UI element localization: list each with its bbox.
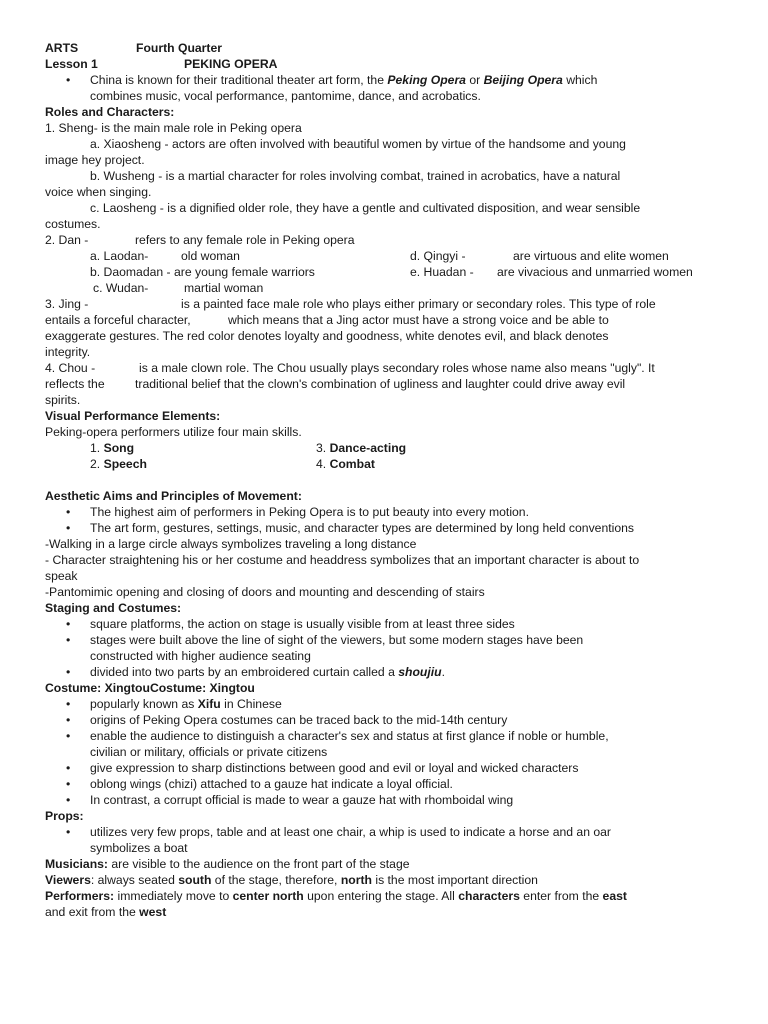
dan-row-1 <box>90 248 722 264</box>
viewers-label: Viewers <box>45 873 91 887</box>
viewers-south: south <box>178 873 212 887</box>
staging-bullet-1: square platforms, the action on stage is usually visible from at least three sides <box>90 617 515 631</box>
dan-label: 2. Dan - <box>45 233 89 247</box>
xiaosheng-line-cont: image hey project. <box>45 153 145 167</box>
bullet-marker: • <box>66 617 71 631</box>
skill-song: Song <box>103 441 135 455</box>
viewers-text: : always seated <box>90 873 179 887</box>
roles-heading: Roles and Characters: <box>45 105 175 119</box>
dan-line <box>45 232 722 248</box>
performers-west: west <box>139 905 167 919</box>
intro-text: which <box>562 73 598 87</box>
staging-bullet-2: stages were built above the line of sight of the viewers, but some modern stages have been <box>90 633 584 647</box>
wudan-desc: martial woman <box>184 281 264 295</box>
intro-text: or <box>465 73 484 87</box>
costume-heading: Costume: XingtouCostume: Xingtou <box>45 681 255 695</box>
aesthetic-bullet-2: The art form, gestures, settings, music, and character types are determined by long held conventions <box>90 521 634 535</box>
chou-line-3: spirits. <box>45 393 81 407</box>
skill-speech: Speech <box>103 457 147 471</box>
lesson-label: Lesson 1 <box>45 57 98 71</box>
chou-text: traditional belief that the clown's combination of ugliness and laughter could drive away evil <box>135 377 626 391</box>
header-line-2 <box>45 56 722 72</box>
skill-number: 1. <box>90 441 104 455</box>
costume-bullet-6: In contrast, a corrupt official is made to wear a gauze hat with rhomboidal wing <box>90 793 514 807</box>
props-heading: Props: <box>45 809 84 823</box>
costume-bullet-4: give expression to sharp distinctions between good and evil or loyal and wicked characters <box>90 761 579 775</box>
performers-text: enter from the <box>519 889 603 903</box>
performers-text: immediately move to <box>114 889 233 903</box>
musicians-text: are visible to the audience on the front part of the stage <box>108 857 410 871</box>
chou-text: reflects the <box>45 377 105 391</box>
costume-bullet-3: enable the audience to distinguish a character's sex and status at first glance if noble or humble, <box>90 729 609 743</box>
jing-text: which means that a Jing actor must have a strong voice and be able to <box>228 313 609 327</box>
viewers-line <box>45 872 722 888</box>
huadan-label: e. Huadan - <box>410 265 474 279</box>
qingyi-label: d. Qingyi - <box>410 249 466 263</box>
performers-characters: characters <box>458 889 520 903</box>
intro-line-2: combines music, vocal performance, pantomime, dance, and acrobatics. <box>90 89 481 103</box>
bullet-marker: • <box>66 729 71 743</box>
visual-heading: Visual Performance Elements: <box>45 409 221 423</box>
staging-text: divided into two parts by an embroidered curtain called a <box>90 665 399 679</box>
costume-bullet-3-cont: civilian or military, officials or private citizens <box>90 745 328 759</box>
laodan-label: a. Laodan- <box>90 249 149 263</box>
sheng-line: 1. Sheng- is the main male role in Peking opera <box>45 121 302 135</box>
wudan-label: c. Wudan- <box>93 281 149 295</box>
performers-text: upon entering the stage. All <box>303 889 459 903</box>
skill-number: 3. <box>316 441 330 455</box>
skill-number: 2. <box>90 457 104 471</box>
aesthetic-dash-1: -Walking in a large circle always symbolizes traveling a long distance <box>45 537 417 551</box>
aesthetic-dash-2: - Character straightening his or her costume and headdress symbolizes that an important character is about to <box>45 553 640 567</box>
performers-east: east <box>602 889 627 903</box>
xiaosheng-line: a. Xiaosheng - actors are often involved with beautiful women by virtue of the handsome and young <box>90 137 626 151</box>
aesthetic-heading: Aesthetic Aims and Principles of Movement: <box>45 489 302 503</box>
laodan-desc: old woman <box>181 249 240 263</box>
bullet-marker: • <box>66 777 71 791</box>
chou-line-2 <box>45 376 722 392</box>
xifu-term: Xifu <box>197 697 221 711</box>
jing-line-2 <box>45 312 722 328</box>
jing-line-3: exaggerate gestures. The red color denotes loyalty and goodness, white denotes evil, and black denotes <box>45 329 609 343</box>
performers-center-north: center north <box>232 889 304 903</box>
performers-text: and exit from the <box>45 905 140 919</box>
performers-line-cont <box>45 904 722 920</box>
qingyi-desc: are virtuous and elite women <box>513 249 669 263</box>
skills-row-2 <box>90 456 722 472</box>
huadan-desc: are vivacious and unmarried women <box>497 265 693 279</box>
costume-text: in Chinese <box>220 697 282 711</box>
jing-text: entails a forceful character, <box>45 313 191 327</box>
quarter-label: Fourth Quarter <box>136 41 222 55</box>
skill-dance-acting: Dance-acting <box>329 441 407 455</box>
bullet-marker: • <box>66 761 71 775</box>
wusheng-line: b. Wusheng - is a martial character for roles involving combat, trained in acrobatics, have a natural <box>90 169 621 183</box>
jing-desc: is a painted face male role who plays either primary or secondary roles. This type of role <box>181 297 656 311</box>
dan-desc: refers to any female role in Peking opera <box>135 233 355 247</box>
props-bullet-1-cont: symbolizes a boat <box>90 841 188 855</box>
viewers-text: is the most important direction <box>371 873 538 887</box>
musicians-line <box>45 856 722 872</box>
aesthetic-bullet-1: The highest aim of performers in Peking Opera is to put beauty into every motion. <box>90 505 529 519</box>
jing-line-4: integrity. <box>45 345 91 359</box>
bullet-marker: • <box>66 697 71 711</box>
performers-line <box>45 888 722 904</box>
bullet-marker: • <box>66 505 71 519</box>
visual-intro: Peking-opera performers utilize four main skills. <box>45 425 302 439</box>
dan-row-2 <box>90 264 722 280</box>
skills-row-1 <box>90 440 722 456</box>
wusheng-line-cont: voice when singing. <box>45 185 152 199</box>
subject-label: ARTS <box>45 41 79 55</box>
laosheng-line: c. Laosheng - is a dignified older role, they have a gentle and cultivated disposition, and wear sensible <box>90 201 641 215</box>
intro-emphasis-peking: Peking Opera <box>387 73 466 87</box>
staging-bullet-3 <box>90 664 722 680</box>
viewers-north: north <box>340 873 372 887</box>
performers-label: Performers: <box>45 889 115 903</box>
staging-bullet-2-cont: constructed with higher audience seating <box>90 649 311 663</box>
aesthetic-dash-2-cont: speak <box>45 569 78 583</box>
daomadan-line: b. Daomadan - are young female warriors <box>90 265 315 279</box>
bullet-marker: • <box>66 665 71 679</box>
intro-emphasis-beijing: Beijing Opera <box>483 73 563 87</box>
chou-line-1 <box>45 360 722 376</box>
bullet-marker: • <box>66 825 71 839</box>
laosheng-line-cont: costumes. <box>45 217 101 231</box>
bullet-marker: • <box>66 521 71 535</box>
aesthetic-dash-3: -Pantomimic opening and closing of doors and mounting and descending of stairs <box>45 585 485 599</box>
header-line-1 <box>45 40 722 56</box>
skill-combat: Combat <box>329 457 375 471</box>
costume-bullet-2: origins of Peking Opera costumes can be traced back to the mid-14th century <box>90 713 508 727</box>
lesson-title: PEKING OPERA <box>184 57 278 71</box>
jing-line-1 <box>45 296 722 312</box>
viewers-text: of the stage, therefore, <box>211 873 341 887</box>
staging-text: . <box>441 665 445 679</box>
jing-label: 3. Jing - <box>45 297 89 311</box>
costume-bullet-1 <box>90 696 722 712</box>
intro-line-1 <box>90 72 722 88</box>
props-bullet-1: utilizes very few props, table and at least one chair, a whip is used to indicate a horse and an oar <box>90 825 611 839</box>
costume-text: popularly known as <box>90 697 198 711</box>
musicians-label: Musicians: <box>45 857 108 871</box>
skill-number: 4. <box>316 457 330 471</box>
bullet-marker: • <box>66 73 71 87</box>
bullet-marker: • <box>66 713 71 727</box>
bullet-marker: • <box>66 793 71 807</box>
bullet-marker: • <box>66 633 71 647</box>
dan-row-3 <box>93 280 722 296</box>
chou-desc: is a male clown role. The Chou usually plays secondary roles whose name also means "ugly". It <box>139 361 655 375</box>
staging-heading: Staging and Costumes: <box>45 601 182 615</box>
chou-label: 4. Chou - <box>45 361 96 375</box>
costume-bullet-5: oblong wings (chizi) attached to a gauze hat indicate a loyal official. <box>90 777 453 791</box>
intro-text: China is known for their traditional theater art form, the <box>90 73 388 87</box>
shoujiu-term: shoujiu <box>398 665 442 679</box>
